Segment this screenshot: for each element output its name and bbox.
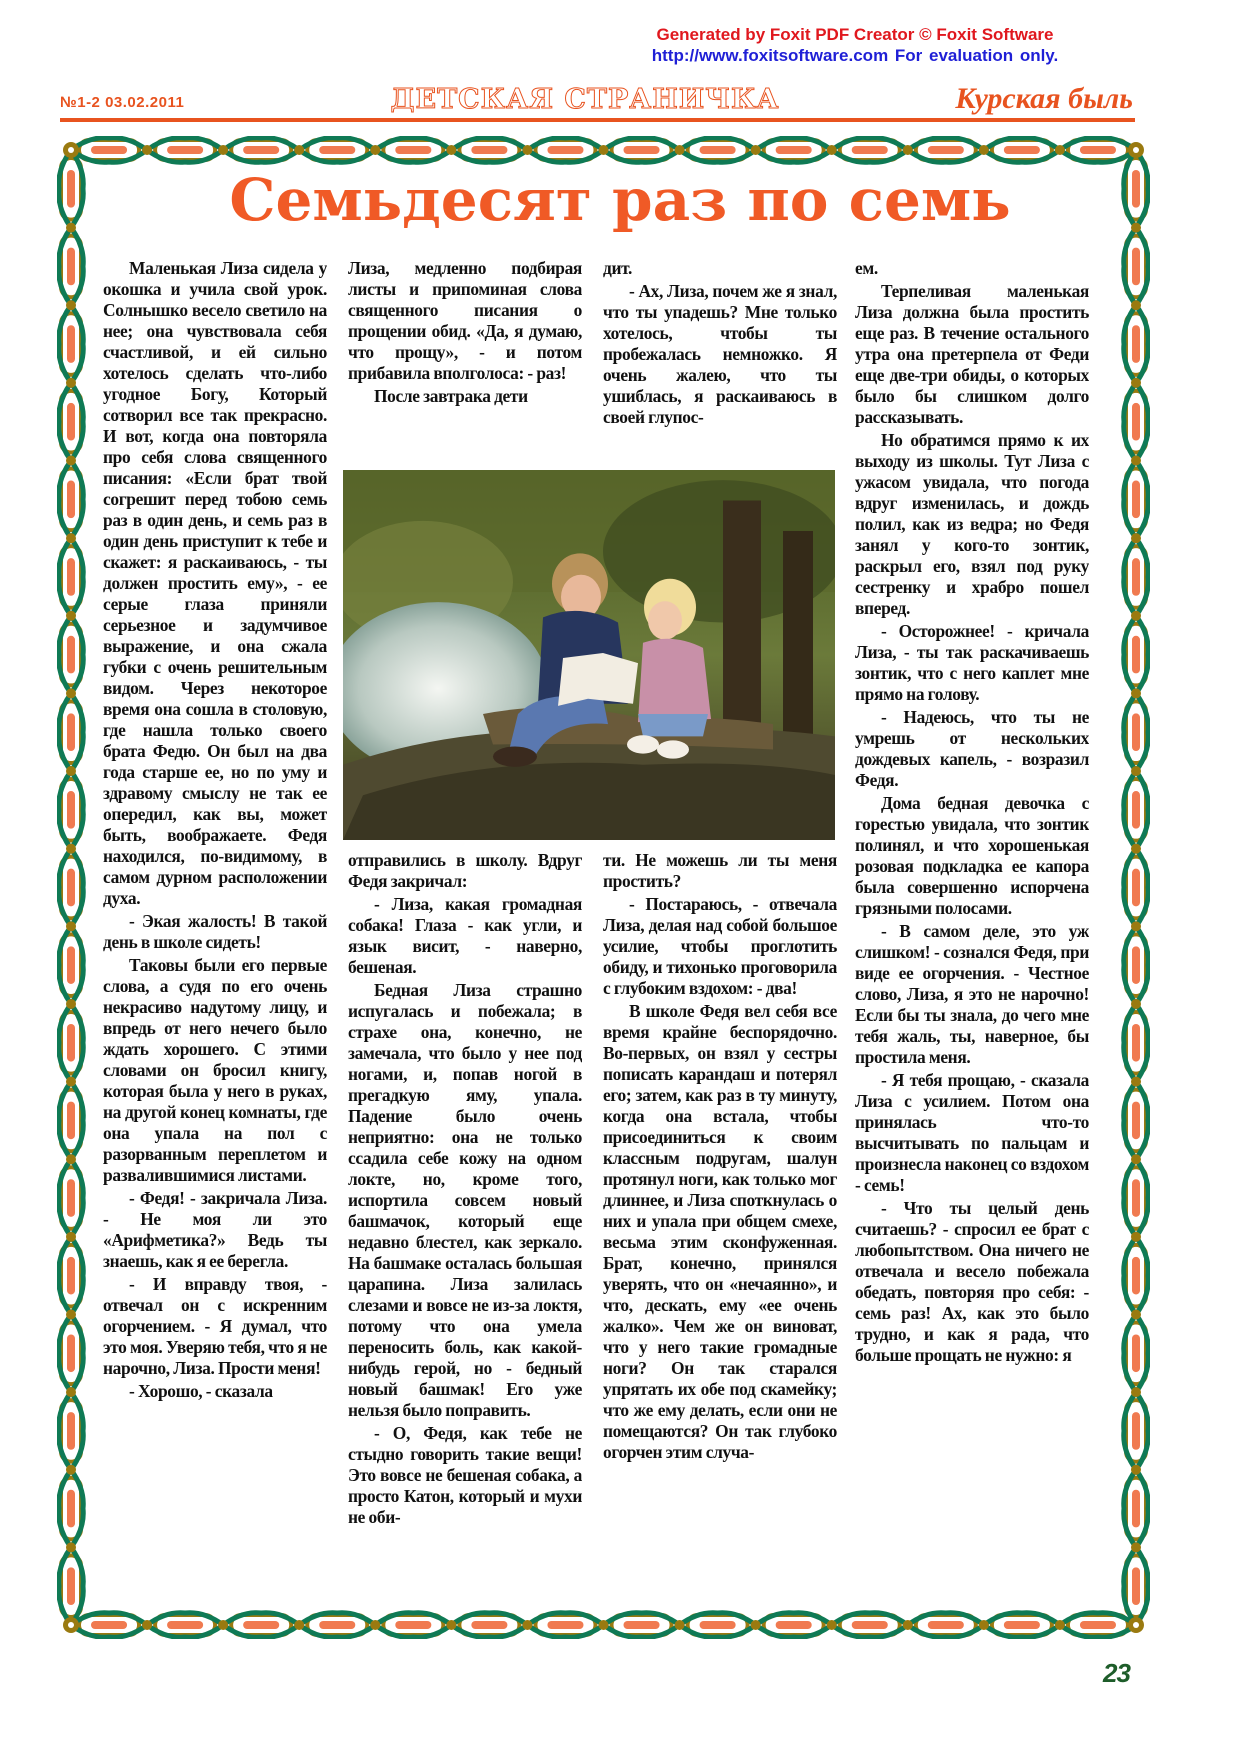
column-2-top	[348, 258, 582, 460]
border-link-center	[1132, 791, 1140, 829]
border-knot	[66, 921, 76, 931]
border-knot	[1131, 1387, 1141, 1397]
border-knot	[142, 145, 152, 155]
border-knot	[1131, 1309, 1141, 1319]
border-corner-center	[68, 1622, 74, 1628]
border-link-center	[67, 1257, 75, 1295]
border-link-center	[67, 1490, 75, 1528]
paragraph: - Хорошо, - сказала	[129, 1381, 273, 1401]
newspaper-name: Курская быль	[955, 82, 1133, 115]
border-knot	[1055, 145, 1065, 155]
border-knot	[66, 456, 76, 466]
border-link-center	[700, 146, 736, 154]
border-knot	[66, 1542, 76, 1552]
border-link-center	[1132, 946, 1140, 984]
border-link-center	[67, 1334, 75, 1372]
border-knot	[1131, 1542, 1141, 1552]
border-link-center	[1080, 146, 1116, 154]
page-header	[60, 80, 1135, 120]
border-knot	[1131, 611, 1141, 621]
paragraph: дит.	[603, 258, 632, 278]
paragraph: - И вправду твоя, - отвечал он с искренним огорчением. - Я думал, что это моя. Уверяю тебя, что я не нарочно, Лиза. Прости меня!	[103, 1274, 327, 1378]
border-link-center	[1132, 481, 1140, 519]
border-link-center	[1132, 1567, 1140, 1605]
border-knot	[1131, 533, 1141, 543]
border-link-center	[91, 146, 127, 154]
border-knot	[66, 999, 76, 1009]
border-knot	[66, 1387, 76, 1397]
paragraph: Терпеливая маленькая Лиза должна была простить еще раз. В течение остального утра она претерпела от Феди еще две-три обиды, о которых было бы слишком долго рассказывать.	[855, 281, 1089, 427]
border-knot	[1131, 921, 1141, 931]
border-link-center	[1132, 1257, 1140, 1295]
border-link-center	[319, 146, 355, 154]
watermark-line-2: http://www.foxitsoftware.com For evaluation only.	[651, 46, 1059, 65]
border-link-center	[1132, 713, 1140, 751]
paragraph: Лиза, медленно подбирая листы и припоминая слова священного писания о прощении обид. «Да, я думаю, что прощу», - и потом прибавила вполголоса: - раз!	[348, 258, 582, 383]
border-link-center	[67, 636, 75, 674]
column-1	[103, 258, 327, 1643]
paragraph: Маленькая Лиза сидела у окошка и учила свой урок. Солнышко весело светило на нее; она чувствовала себя счастливой, и ей сильно хотелось сделать что-либо угодное Богу, Который сотворил все так прекрасно. И вот, когда она повторяла про себя слова священного писания: «Если брат твой согрешит перед тобою семь раз в один день, и семь раз в один день приступит к тебе и скажет: я раскаиваюсь, - ты должен простить ему», - ее серые глаза приняли серьезное и задумчивое выражение, и она сжала губки с очень решительным видом. Через некоторое время она сошла в столовую, где нашла только своего брата Федю. Он был на два года старше ее, но по уму и здравому смыслу не так ее опередил, как вы, может быть, воображаете. Федя находился, по-видимому, в самом дурном расположении духа.	[103, 258, 327, 908]
border-corner-center	[1133, 1622, 1139, 1628]
border-link-center	[1132, 403, 1140, 441]
border-knot	[599, 145, 609, 155]
border-link-center	[67, 325, 75, 363]
paragraph: Дома бедная девочка с горестью увидала, что зонтик полинял, и что хорошенькая розовая подкладка ее капора была совершенно испорчена грязными полосами.	[855, 793, 1089, 918]
border-link-center	[1004, 146, 1040, 154]
border-knot	[66, 378, 76, 388]
border-link-center	[1132, 248, 1140, 286]
border-knot	[675, 145, 685, 155]
border-link-center	[67, 791, 75, 829]
border-knot	[294, 145, 304, 155]
border-link-center	[1132, 1334, 1140, 1372]
border-link-center	[1132, 636, 1140, 674]
border-knot	[751, 145, 761, 155]
border-link-center	[1132, 558, 1140, 596]
border-link-center	[67, 403, 75, 441]
border-knot	[66, 688, 76, 698]
paragraph: - Экая жалость! В такой день в школе сидеть!	[103, 911, 327, 952]
border-knot	[66, 766, 76, 776]
painting-icon	[343, 470, 835, 840]
border-knot	[1131, 1232, 1141, 1242]
border-link-center	[67, 869, 75, 907]
border-link-center	[67, 481, 75, 519]
border-link-center	[67, 1102, 75, 1140]
border-link-center	[1132, 1024, 1140, 1062]
paragraph: - Лиза, какая громадная собака! Глаза - как угли, и язык висит, - наверно, бешеная.	[348, 894, 582, 977]
border-link-center	[67, 946, 75, 984]
border-knot	[66, 1232, 76, 1242]
border-knot	[66, 1465, 76, 1475]
border-knot	[522, 145, 532, 155]
paragraph: - Я тебя прощаю, - сказала Лиза с усилием. Потом она принялась что-то высчитывать по пальцам и произнесла наконец со вздохом - семь!	[855, 1070, 1089, 1195]
border-knot	[66, 1309, 76, 1319]
paragraph: Но обратимся прямо к их выходу из школы. Тут Лиза с ужасом увидала, что погода вдруг изменилась, и дождь полил, как из ведра; но Федя занял у кого-то зонтик, раскрыл его, взял под руку сестренку и храбро пошел вперед.	[855, 430, 1089, 618]
paragraph: - Что ты целый день считаешь? - спросил ее брат с любопытством. Она ничего не отвечала и весело побежала обедать, повторяя про себя: - семь раз! Ах, как это было трудно, и как я рада, что больше прощать не нужно: я	[855, 1198, 1089, 1365]
border-knot	[903, 145, 913, 155]
border-link-center	[852, 146, 888, 154]
column-3-bottom	[603, 850, 837, 1643]
border-link-center	[395, 146, 431, 154]
section-title: ДЕТСКАЯ СТРАНИЧКА	[390, 84, 780, 115]
border-knot	[1131, 378, 1141, 388]
paragraph: - В самом деле, это уж слишком! - сознался Федя, при виде ее огорчения. - Честное слово, Лиза, я это не нарочно! Если бы ты знала, до чего мне тебя жаль, ты, наверное, бы простила меня.	[855, 921, 1089, 1067]
border-knot	[66, 1154, 76, 1164]
border-link-center	[67, 1024, 75, 1062]
border-link-center	[67, 248, 75, 286]
paragraph: отправились в школу. Вдруг Федя закричал:	[348, 850, 582, 891]
border-link-center	[776, 146, 812, 154]
paragraph: - Надеюсь, что ты не умрешь от нескольких дождевых капель, - возразил Федя.	[855, 707, 1089, 790]
paragraph: - Федя! - закричала Лиза. - Не моя ли это «Арифметика?» Ведь ты знаешь, как я ее берегла.	[103, 1188, 327, 1271]
paragraph: В школе Федя вел себя все время крайне беспорядочно. Во-первых, он взял у сестры пописать карандаш и потерял его; затем, как раз в ту минуту, когда она встала, чтобы присоединиться к своим классным подругам, шалун протянул ноги, как только мог длиннее, и Лиза споткнулась о них и упала при общем смехе, весьма этим сконфуженная. Брат, конечно, принялся уверять, что он «нечаянно», и что, дескать, ему «ее очень жалко». Чем же он виноват, что у него такие громадные ноги? Он так старался упрятать их обе под скамейку; что же ему делать, если они не помещаются? Он так глубоко огорчен этим случа-	[603, 1001, 837, 1462]
border-link-center	[1132, 1102, 1140, 1140]
border-link-center	[67, 1179, 75, 1217]
paragraph: - Постараюсь, - отвечала Лиза, делая над собой большое усилие, чтобы проглотить обиду, и тихонько проговорила с глубоким вздохом: - два!	[603, 894, 837, 998]
border-link-center	[471, 146, 507, 154]
border-knot	[1131, 456, 1141, 466]
border-link-center	[1132, 1490, 1140, 1528]
border-knot	[446, 145, 456, 155]
paragraph: ти. Не можешь ли ты меня простить?	[603, 850, 837, 891]
border-knot	[66, 844, 76, 854]
border-corner-center	[68, 147, 74, 153]
border-link-center	[1132, 869, 1140, 907]
border-link-center	[67, 713, 75, 751]
border-link-center	[67, 170, 75, 208]
border-link-center	[167, 146, 203, 154]
border-link-center	[1132, 1179, 1140, 1217]
border-knot	[370, 145, 380, 155]
border-link-center	[243, 146, 279, 154]
border-link-center	[624, 146, 660, 154]
border-link-center	[67, 558, 75, 596]
border-link-center	[1132, 325, 1140, 363]
border-knot	[979, 145, 989, 155]
border-knot	[66, 223, 76, 233]
border-link-center	[1132, 1412, 1140, 1450]
border-knot	[827, 145, 837, 155]
border-link-center	[928, 146, 964, 154]
border-knot	[1131, 999, 1141, 1009]
border-knot	[66, 1077, 76, 1087]
paragraph: Таковы были его первые слова, а судя по его очень некрасиво надутому лицу, и впредь от него нечего было ждать хорошего. С этими словами он бросил книгу, которая была у него в руках, на другой конец комнаты, где она упала на пол с разорванным переплетом и развалившимися листами.	[103, 955, 327, 1185]
border-knot	[1131, 300, 1141, 310]
border-knot	[1131, 1465, 1141, 1475]
border-knot	[1131, 1154, 1141, 1164]
border-knot	[1131, 688, 1141, 698]
border-link-center	[67, 1412, 75, 1450]
border-knot	[218, 145, 228, 155]
border-knot	[66, 300, 76, 310]
paragraph: - О, Федя, как тебе не стыдно говорить такие вещи! Это вовсе не бешеная собака, а просто Катон, который и мухи не оби-	[348, 1423, 582, 1527]
border-link-center	[547, 146, 583, 154]
border-knot	[1131, 844, 1141, 854]
paragraph: После завтрака дети	[374, 386, 528, 406]
illustration-children-reading	[343, 470, 835, 840]
border-knot	[66, 533, 76, 543]
header-rule	[60, 118, 1135, 122]
watermark-line-1: Generated by Foxit PDF Creator © Foxit Software	[656, 25, 1054, 44]
foxit-watermark	[620, 24, 1090, 66]
issue-number-date: №1-2 03.02.2011	[60, 94, 185, 111]
paragraph: ем.	[855, 258, 878, 278]
column-3-top	[603, 258, 837, 460]
article-title: Семьдесят раз по семь	[229, 166, 1011, 234]
paragraph: Бедная Лиза страшно испугалась и побежала; в страхе она, конечно, не замечала, что было у нее под ногами, и, попав ногой в прегадкую яму, упала. Падение было очень неприятно: она не только ссадила себе кожу на одном локте, но, кроме того, испортила совсем новый башмачок, который еще недавно блестел, как зеркало. На башмаке осталась большая царапина. Лиза залилась слезами и вовсе не из-за локтя, потому что она умела переносить боль, как какой-нибудь герой, но - бедный новый башмак! Его уже нельзя было поправить.	[348, 980, 582, 1420]
paragraph: - Ах, Лиза, почем же я знал, что ты упадешь? Мне только хотелось, чтобы ты пробежалась немножко. Я очень жалею, что ты ушиблась, я раскаиваюсь в своей глупос-	[603, 281, 837, 427]
page-number: 23	[1103, 1658, 1130, 1688]
border-link-center	[67, 1567, 75, 1605]
border-knot	[1131, 766, 1141, 776]
column-2-bottom	[348, 850, 582, 1643]
border-corner-center	[1133, 147, 1139, 153]
border-knot	[66, 611, 76, 621]
paragraph: - Осторожнее! - кричала Лиза, - ты так раскачиваешь зонтик, что с него каплет мне прямо на голову.	[855, 621, 1089, 704]
border-knot	[1131, 1077, 1141, 1087]
column-4	[855, 258, 1089, 1643]
